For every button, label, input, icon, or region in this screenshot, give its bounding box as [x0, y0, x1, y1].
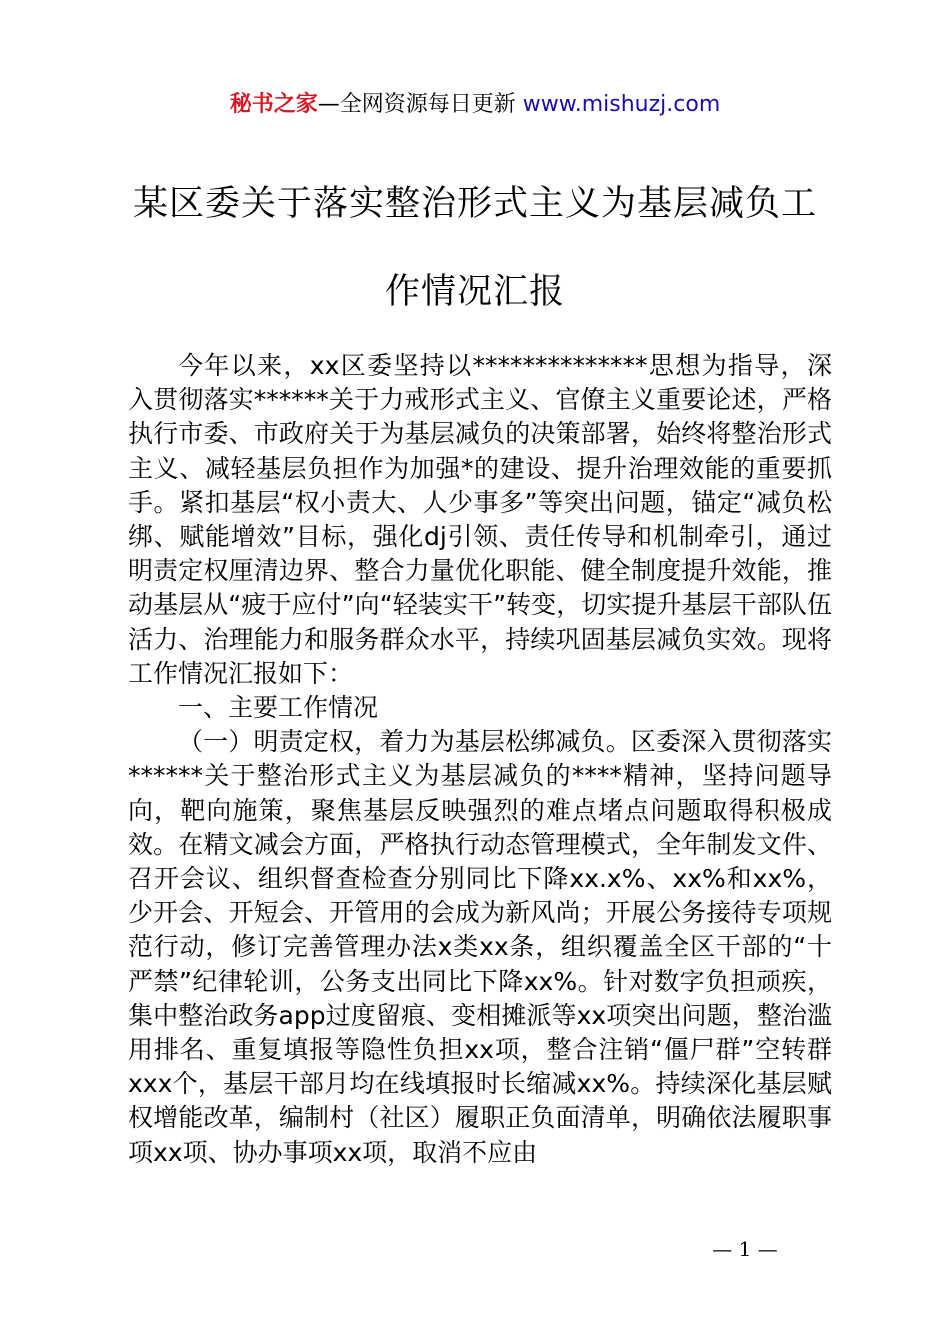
page-number: — 1 —	[712, 1237, 778, 1261]
site-brand: 秘书之家	[229, 92, 318, 117]
intro-paragraph: 今年以来，xx区委坚持以**************思想为指导，深入贯彻落实******关于力戒形式主义、官僚主义重要论述，严格执行市委、市政府关于为基层减负的决策部署，始终将整治形式主义、减轻基层负担作为加强*的建设、提升治理效能的重要抓手。紧扣基层“权小责大、人少事多”等突出问题，锚定“减负松绑、赋能增效”目标，强化dj引领、责任传导和机制牵引，通过明责定权厘清边界、整合力量优化职能、健全制度提升效能，推动基层从“疲于应付”向“轻装实干”转变，切实提升基层干部队伍活力、治理能力和服务群众水平，持续巩固基层减负实效。现将工作情况汇报如下：	[128, 351, 832, 688]
site-url-link[interactable]: www.mishuzj.com	[522, 92, 721, 117]
document-title-line-1: 某区委关于落实整治形式主义为基层减负工	[132, 184, 817, 224]
site-tagline: —全网资源每日更新	[317, 92, 523, 117]
site-header	[0, 88, 950, 122]
document-title	[100, 160, 850, 336]
subsection-paragraph: （一）明责定权，着力为基层松绑减负。区委深入贯彻落实******关于整治形式主义为基层减负的****精神，坚持问题导向，靶向施策，聚焦基层反映强烈的难点堵点问题取得积极成效。在精文减会方面，严格执行动态管理模式，全年制发文件、召开会议、组织督查检查分别同比下降xx.x%、xx%和xx%，少开会、开短会、开管用的会成为新风尚；开展公务接待专项规范行动，修订完善管理办法x类xx条，组织覆盖全区干部的“十严禁”纪律轮训，公务支出同比下降xx%。针对数字负担顽疾，集中整治政务app过度留痕、变相摊派等xx项突出问题，整治滥用排名、重复填报等隐性负担xx项，整合注销“僵尸群”空转群xxx个，基层干部月均在线填报时长缩减xx%。持续深化基层赋权增能改革，编制村（社区）履职正负面清单，明确依法履职事项xx项、协办事项xx项，取消不应由	[128, 727, 832, 1167]
section-heading: 一、主要工作情况	[178, 693, 379, 723]
document-body	[128, 349, 832, 1170]
document-title-line-2: 作情况汇报	[384, 272, 565, 312]
